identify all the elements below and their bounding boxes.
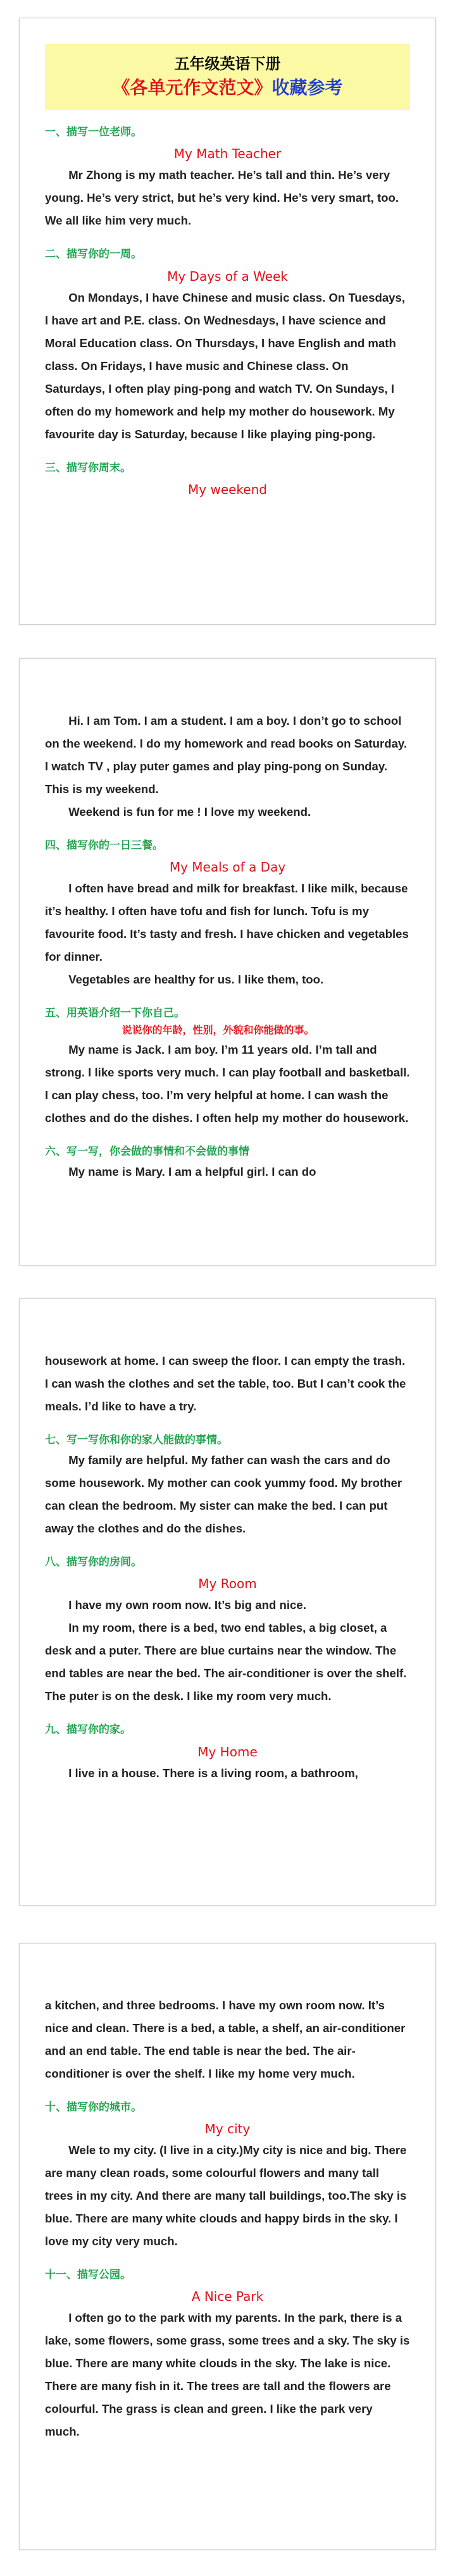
essay-title-1: My Math Teacher	[173, 146, 282, 162]
essay-paragraph: In my room, there is a bed, two end tables, a big closet, a desk and a puter. There are blue curtains near the window. The end tables are near the bed. The air-conditioner is over the shelf. The puter is on the desk. I like my room very much.	[45, 1621, 407, 1703]
essay-paragraph: Vegetables are healthy for us. I like them, too.	[68, 973, 324, 987]
essay-paragraph: housework at home. I can sweep the floor. I can empty the trash. I can wash the clothes and set the table, too. But I can’t cook the meals. I’d like to have a try.	[45, 1354, 406, 1413]
section-subheading-5: 说说你的年龄，性别，外貌和你能做的事。	[122, 1024, 315, 1037]
section-heading-4: 四、描写你的一日三餐。	[45, 839, 163, 852]
title-banner	[45, 44, 410, 110]
essay-paragraph: Hi. I am Tom. I am a student. I am a boy. I don’t go to school on the weekend. I do my homework and read books on Saturday. I watch TV , play puter games and play ping-pong on Sunday. This is my weekend.	[45, 714, 408, 796]
essay-paragraph: I have my own room now. It’s big and nice.	[68, 1598, 306, 1612]
essay-title-9: My Home	[197, 1744, 258, 1759]
essay-paragraph: I often have bread and milk for breakfast. I like milk, because it’s healthy. I often have tofu and fish for lunch. Tofu is my favourite food. It’s tasty and fresh. I have chicken and vegetables for dinner.	[45, 882, 409, 964]
section-heading-8: 八、描写你的房间。	[45, 1556, 142, 1569]
document-page-1	[19, 18, 436, 625]
document-subtitle	[45, 75, 410, 100]
essay-paragraph: On Mondays, I have Chinese and music class. On Tuesdays, I have art and P.E. class. On Wednesdays, I have science and Moral Education class. On Thursdays, I have English and math class. On Fridays, I have music and Chinese class. On Saturdays, I often play ping-pong and watch TV. On Sundays, I often do my homework and help my mother do housework. My favourite day is Saturday, because I like playing ping-pong.	[45, 290, 406, 441]
essay-paragraph: Wele to my city. (I live in a city.)My city is nice and big. There are many clean roads, some colourful flowers and many tall trees in my city. And there are many tall buildings, too.The sky is blue. There are many white clouds and happy birds in the sky. I love my city very much.	[45, 2143, 407, 2248]
essay-paragraph: I often go to the park with my parents. In the park, there is a lake, some flowers, some grass, some trees and a sky. The sky is blue. There are many white clouds in the sky. The lake is nice. There are many fish in it. The trees are tall and the flowers are colourful. The grass is clean and green. I like the park very much.	[45, 2311, 410, 2439]
section-heading-2: 二、描写你的一周。	[45, 248, 142, 261]
document-page-2	[19, 658, 436, 1266]
essay-title-8: My Room	[198, 1576, 257, 1592]
section-heading-7: 七、写一写你和你的家人能做的事情。	[45, 1434, 228, 1446]
essay-title-10: My city	[204, 2121, 251, 2137]
section-heading-10: 十、描写你的城市。	[45, 2101, 142, 2114]
document-page-4	[19, 1943, 436, 2550]
essay-paragraph: I live in a house. There is a living room, a bathroom,	[68, 1766, 358, 1780]
document-title: 五年级英语下册	[174, 55, 281, 73]
essay-paragraph: My name is Mary. I am a helpful girl. I can do	[68, 1165, 316, 1179]
essay-paragraph: Mr Zhong is my math teacher. He’s tall and thin. He’s very young. He’s very strict, but he’s very kind. He’s very smart, too. We all like him very much.	[45, 168, 399, 228]
section-heading-11: 十一、描写公园。	[45, 2269, 131, 2282]
essay-title-11: A Nice Park	[191, 2289, 264, 2305]
essay-title-2: My Days of a Week	[167, 268, 288, 284]
essay-paragraph: Weekend is fun for me ! I love my weekend.	[68, 805, 311, 818]
subtitle-blue: 收藏参考	[271, 77, 343, 98]
section-heading-1: 一、描写一位老师。	[45, 126, 142, 139]
section-heading-3: 三、描写你周末。	[45, 461, 131, 474]
essay-paragraph: My family are helpful. My father can wash the cars and do some housework. My mother can cook yummy food. My brother can clean the bedroom. My sister can make the bed. I can put away the clothes and do the dishes.	[45, 1453, 402, 1536]
subtitle-red: 《各单元作文范文》	[112, 77, 272, 98]
essay-paragraph: a kitchen, and three bedrooms. I have my own room now. It’s nice and clean. There is a bed, a table, a shelf, an air-conditioner and an end table. The end table is near the bed. The air-conditioner is over the shelf. I like my home very much.	[45, 1999, 406, 2080]
section-heading-9: 九、描写你的家。	[45, 1723, 131, 1737]
document-page-3	[19, 1298, 436, 1906]
essay-paragraph: My name is Jack. I am boy. I’m 11 years old. I’m tall and strong. I like sports very much. I can play football and basketball. I can play chess, too. I’m very helpful at home. I can wash the clothes and do the dishes. I often help my mother do housework.	[45, 1042, 410, 1125]
essay-title-3: My weekend	[188, 481, 267, 497]
section-heading-5: 五、用英语介绍一下你自己。	[45, 1007, 185, 1020]
section-heading-6: 六、写一写，你会做的事情和不会做的事情	[45, 1145, 249, 1158]
essay-title-4: My Meals of a Day	[169, 860, 286, 875]
